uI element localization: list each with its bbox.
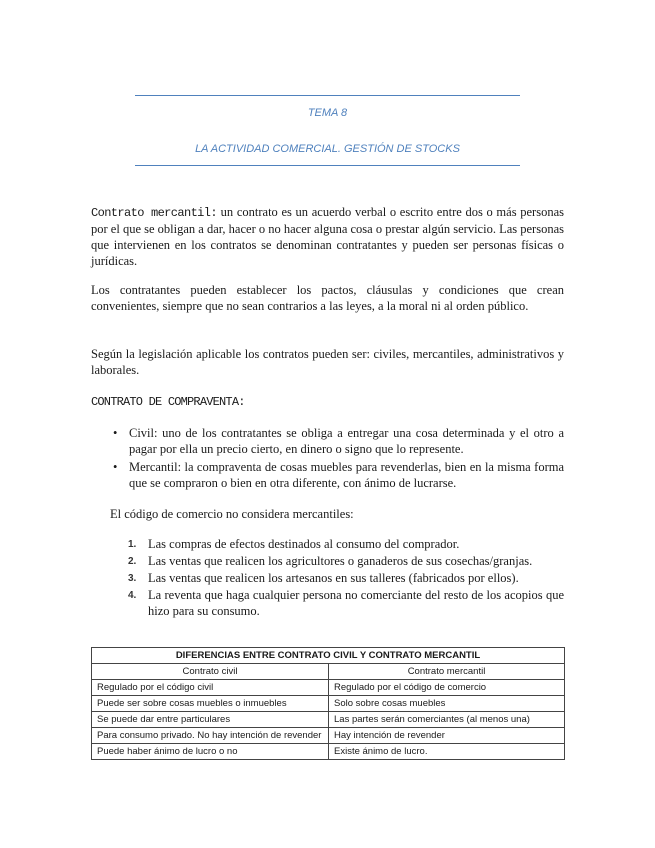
intro-definition: un contrato es un acuerdo verbal o escrito entre dos o más personas por el que se obligan a dar, hacer o no hacer alguna cosa o prestar algún servicio. Las personas que intervienen en los contratos se denominan contratantes y pueden ser personas físicas o jurídicas.: [91, 205, 564, 268]
cell-civil: Regulado por el código civil: [92, 680, 329, 696]
exclusions-list: [128, 536, 564, 620]
table-row: [92, 696, 565, 712]
table-row: [92, 712, 565, 728]
intro-paragraph: [91, 204, 564, 269]
list-item: [113, 425, 564, 457]
paragraph-legislacion: Según la legislación aplicable los contratos pueden ser: civiles, mercantiles, administrativos y laborales.: [91, 347, 564, 377]
bullet-icon: •: [113, 426, 118, 440]
list-item: [113, 459, 564, 491]
list-item: [128, 570, 564, 586]
table-row: [92, 728, 565, 744]
cell-mercantil: Las partes serán comerciantes (al menos una): [329, 712, 565, 728]
paragraph-contratantes: Los contratantes pueden establecer los pactos, cláusulas y condiciones que crean convenientes, siempre que no sean contrarios a las leyes, a la moral ni al orden público.: [91, 283, 564, 313]
codigo-intro: El código de comercio no considera mercantiles:: [110, 507, 354, 521]
list-item: [128, 553, 564, 569]
item-text: Las ventas que realicen los agricultores o ganaderos de sus cosechas/granjas.: [148, 554, 533, 568]
item-number: 3.: [128, 573, 137, 584]
list-item: [128, 587, 564, 619]
table-title: DIFERENCIAS ENTRE CONTRATO CIVIL Y CONTRATO MERCANTIL: [92, 648, 565, 664]
cell-mercantil: Regulado por el código de comercio: [329, 680, 565, 696]
cell-mercantil: Existe ánimo de lucro.: [329, 744, 565, 760]
cell-mercantil: Hay intención de revender: [329, 728, 565, 744]
tema-title: TEMA 8: [307, 107, 348, 119]
header-rule-bottom: [135, 165, 520, 166]
table-title-row: [92, 648, 565, 664]
comparison-table: [91, 647, 565, 760]
cell-mercantil: Solo sobre cosas muebles: [329, 696, 565, 712]
bullet-icon: •: [113, 460, 118, 474]
tema-subtitle: LA ACTIVIDAD COMERCIAL. GESTIÓN DE STOCKS: [195, 143, 460, 155]
table-header-row: [92, 664, 565, 680]
column-header-mercantil: Contrato mercantil: [329, 664, 565, 680]
item-number: 1.: [128, 539, 137, 550]
item-number: 4.: [128, 590, 137, 601]
table-row: [92, 744, 565, 760]
item-number: 2.: [128, 556, 137, 567]
contract-type-list: [113, 425, 564, 493]
cell-civil: Puede ser sobre cosas muebles o inmuebles: [92, 696, 329, 712]
cell-civil: Puede haber ánimo de lucro o no: [92, 744, 329, 760]
term-contrato-mercantil: Contrato mercantil:: [91, 206, 217, 220]
section-heading: CONTRATO DE COMPRAVENTA:: [91, 395, 245, 409]
bullet-text: Civil: uno de los contratantes se obliga a entregar una cosa determinada y el otro a pagar por ella un precio cierto, en dinero o signo que lo represente.: [129, 426, 564, 456]
bullet-text: Mercantil: la compraventa de cosas muebles para revenderlas, bien en la misma forma que se compraron o bien en otra diferente, con ánimo de lucrarse.: [129, 460, 564, 490]
list-item: [128, 536, 564, 552]
cell-civil: Para consumo privado. No hay intención de revender: [92, 728, 329, 744]
header-rule-top: [135, 95, 520, 96]
table-row: [92, 680, 565, 696]
column-header-civil: Contrato civil: [92, 664, 329, 680]
cell-civil: Se puede dar entre particulares: [92, 712, 329, 728]
item-text: La reventa que haga cualquier persona no comerciante del resto de los acopios que hizo para su consumo.: [148, 588, 564, 618]
item-text: Las ventas que realicen los artesanos en sus talleres (fabricados por ellos).: [148, 571, 519, 585]
item-text: Las compras de efectos destinados al consumo del comprador.: [148, 537, 460, 551]
